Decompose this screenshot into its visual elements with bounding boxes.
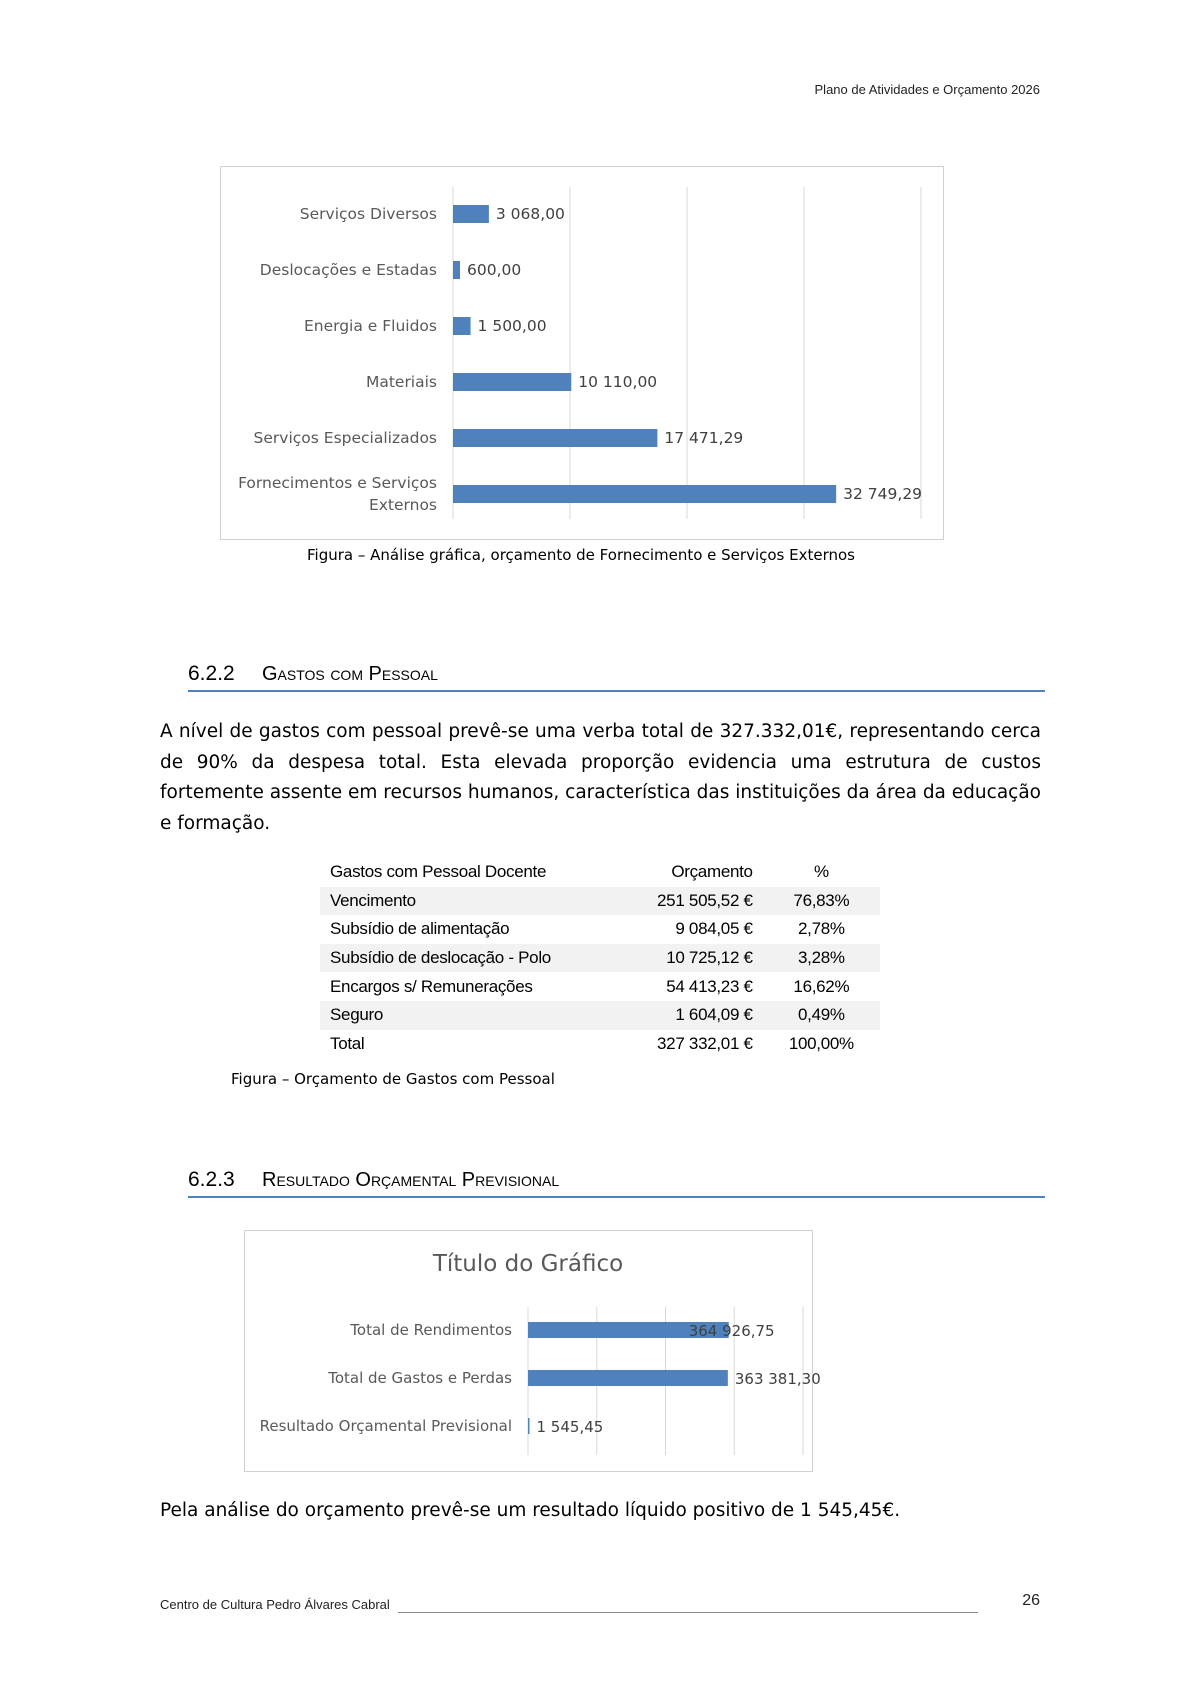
header-category: Gastos com Pessoal Docente [330, 862, 547, 882]
data-label: 32 749,29 [843, 485, 923, 503]
section-heading-6-2-2 [188, 654, 1045, 692]
section-title: Resultado Orçamental Previsional [262, 1169, 560, 1191]
category-label: Serviços Diversos [299, 205, 437, 223]
row-budget: 1 604,09 € [675, 1005, 753, 1025]
fse-chart-svg [221, 167, 943, 539]
fse-chart-caption: Figura – Análise gráfica, orçamento de Fornecimento e Serviços Externos [306, 546, 855, 564]
result-paragraph: Pela análise do orçamento prevê-se um resultado líquido positivo de 1 545,45€. [160, 1500, 901, 1521]
section-number: 6.2.2 [188, 662, 235, 685]
section-title: Gastos com Pessoal [262, 663, 438, 685]
category-label: Deslocações e Estadas [259, 261, 437, 279]
row-budget: 9 084,05 € [675, 919, 753, 939]
category-label: Serviços Especializados [253, 429, 437, 447]
total-budget: 327 332,01 € [657, 1033, 753, 1053]
footer-organization: Centro de Cultura Pedro Álvares Cabral [160, 1597, 390, 1612]
bar [528, 1370, 728, 1386]
page-number: 26 [1022, 1592, 1040, 1609]
bar [453, 317, 471, 335]
row-percent: 3,28% [798, 948, 845, 968]
total-label: Total [330, 1033, 365, 1053]
category-label: Total de Gastos e Perdas [328, 1369, 512, 1387]
row-budget: 54 413,23 € [666, 976, 753, 996]
data-label: 10 110,00 [578, 373, 658, 391]
header-budget: Orçamento [671, 862, 753, 882]
table-row [320, 1001, 880, 1030]
chart-title: Título do Gráfico [432, 1251, 624, 1277]
page-header-title: Plano de Atividades e Orçamento 2026 [814, 82, 1040, 97]
row-label: Subsídio de deslocação - Polo [330, 948, 551, 968]
data-label: 600,00 [467, 261, 522, 279]
bar [453, 485, 836, 503]
row-budget: 251 505,52 € [657, 890, 753, 910]
category-label: Total de Rendimentos [350, 1321, 512, 1339]
data-label: 1 545,45 [536, 1418, 604, 1436]
row-label: Seguro [330, 1005, 384, 1025]
data-label: 17 471,29 [664, 429, 744, 447]
bar [453, 429, 657, 447]
category-label: Resultado Orçamental Previsional [259, 1417, 512, 1435]
row-label: Encargos s/ Remunerações [330, 976, 533, 996]
section-number: 6.2.3 [188, 1168, 235, 1191]
result-chart [244, 1230, 821, 1472]
data-label: 1 500,00 [477, 317, 547, 335]
result-chart-svg [245, 1231, 821, 1471]
table-total-row [320, 1030, 880, 1059]
row-label: Subsídio de alimentação [330, 919, 510, 939]
data-label: 363 381,30 [734, 1370, 821, 1388]
row-percent: 76,83% [793, 890, 850, 910]
fse-chart [220, 166, 944, 540]
table-row [320, 972, 880, 1001]
bar [528, 1418, 530, 1434]
footer-rule [398, 1612, 978, 1613]
table-header-row [320, 858, 880, 887]
data-label: 364 926,75 [688, 1322, 775, 1340]
bar [453, 205, 489, 223]
staff-table-caption: Figura – Orçamento de Gastos com Pessoal [231, 1070, 555, 1088]
category-label: Fornecimentos e Serviços Externos [238, 474, 437, 514]
row-budget: 10 725,12 € [666, 948, 753, 968]
bar [453, 261, 460, 279]
row-label: Vencimento [330, 890, 416, 910]
category-label: Materiais [365, 373, 437, 391]
table-row [320, 887, 880, 916]
staff-costs-table [320, 858, 880, 1058]
table-row [320, 944, 880, 973]
row-percent: 0,49% [798, 1005, 845, 1025]
section-heading-6-2-3 [188, 1160, 1045, 1198]
total-percent: 100,00% [788, 1033, 854, 1053]
table-row [320, 915, 880, 944]
bar [453, 373, 571, 391]
staff-paragraph: A nível de gastos com pessoal prevê-se uma verba total de 327.332,01€, representando cerca de 90% da despesa total. Esta elevada proporção evidencia uma estrutura de custos fortemente assente em recursos humanos, característica das instituições da área da educação e formação. [160, 721, 1041, 834]
data-label: 3 068,00 [495, 205, 565, 223]
row-percent: 16,62% [793, 976, 850, 996]
category-label: Energia e Fluidos [303, 317, 437, 335]
header-percent: % [813, 862, 829, 882]
row-percent: 2,78% [798, 919, 845, 939]
